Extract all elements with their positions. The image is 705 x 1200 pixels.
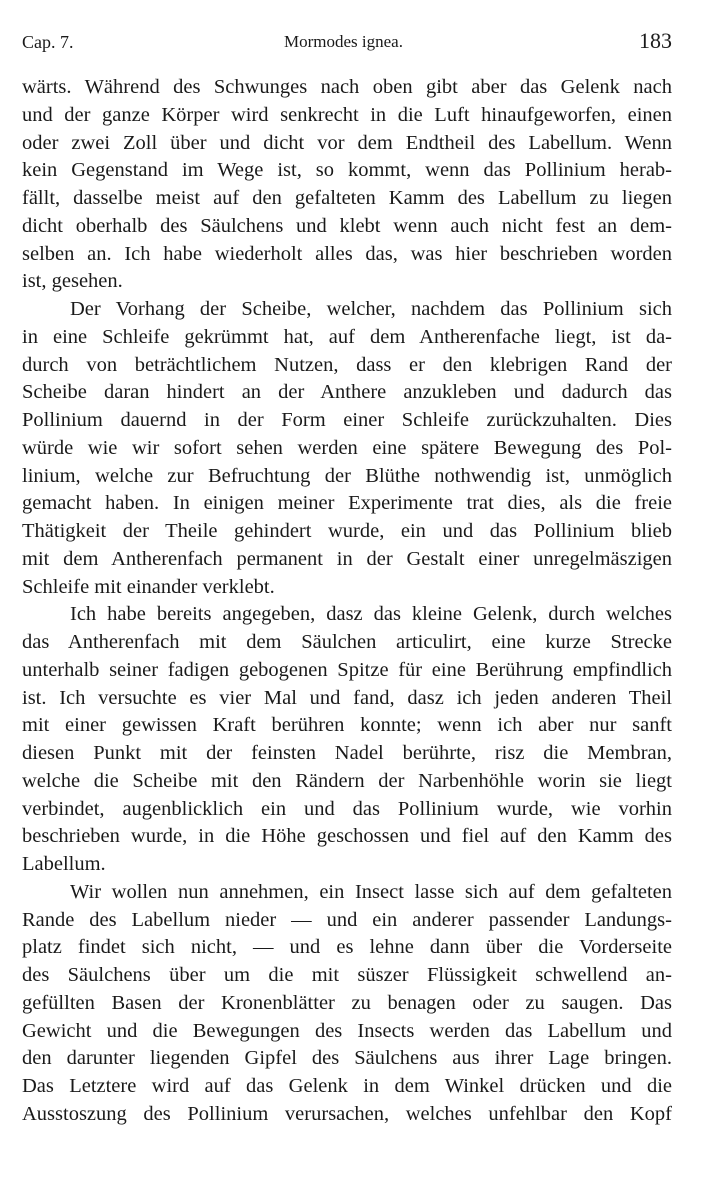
text-line: platz findet sich nicht, — und es lehne dann über die Vorderseite [22,936,672,959]
text-line: wärts. Während des Schwunges nach oben gibt aber das Gelenk nach [22,76,672,98]
text-line: Scheibe daran hindert an der Anthere anzukleben und dadurch das [22,381,672,404]
text-line: unterhalb seiner fadigen gebogenen Spitze für eine Berührung empfindlich [22,658,672,681]
text-line: welche die Scheibe mit den Rändern der Narbenhöhle worin sie liegt [22,769,672,792]
text-line: Ich habe bereits angegeben, dasz das kleine Gelenk, durch welches [70,603,672,626]
text-line: Thätigkeit der Theile gehindert wurde, ein und das Pollinium blieb [22,520,672,542]
text-line: mit dem Antherenfach permanent in der Gestalt einer unregelmäszigen [22,547,672,570]
text-line: fällt, dasselbe meist auf den gefalteten Kamm des Labellum zu liegen [22,187,672,209]
text-line: dicht oberhalb des Säulchens und klebt wenn auch nicht fest an dem- [22,214,672,237]
text-line: selben an. Ich habe wiederholt alles das, was hier beschrieben worden [22,242,672,265]
text-line: Schleife mit einander verklebt. [22,575,275,598]
chapter-label: Cap. 7. [22,32,74,52]
text-line: durch von beträchtlichem Nutzen, dass er den klebrigen Rand der [22,353,672,376]
text-line: gemacht haben. In einigen meiner Experimente trat dies, als die freie [22,492,672,515]
text-line: Pollinium dauernd in der Form einer Schleife zurückzuhalten. Dies [22,409,672,431]
text-line: verbindet, augenblicklich ein und das Pollinium wurde, wie vorhin [22,797,672,820]
text-line: ist. Ich versuchte es vier Mal und fand, dasz ich jeden anderen Theil [22,686,672,709]
paragraph [22,296,672,601]
text-line: und der ganze Körper wird senkrecht in die Luft hinaufgeworfen, einen [22,103,672,126]
text-line: das Antherenfach mit dem Säulchen articulirt, eine kurze Strecke [22,631,672,653]
text-line: diesen Punkt mit der feinsten Nadel berührte, risz die Membran, [22,742,672,764]
text-line: linium, welche zur Befruchtung der Blüthe nothwendig ist, unmöglich [22,464,672,487]
text-line: Das Letztere wird auf das Gelenk in dem Winkel drücken und die [22,1075,672,1097]
text-line: ist, gesehen. [22,270,123,293]
text-line: Ausstoszung des Pollinium verursachen, welches unfehlbar den Kopf [22,1102,672,1125]
running-header [22,28,672,56]
page-number: 183 [639,28,672,53]
text-line: Wir wollen nun annehmen, ein Insect lasse sich auf dem gefalteten [70,880,672,903]
text-line: kein Gegenstand im Wege ist, so kommt, wenn das Pollinium herab- [22,159,672,182]
paragraph [22,601,672,879]
text-line: Der Vorhang der Scheibe, welcher, nachdem das Pollinium sich [70,298,672,320]
text-line: in eine Schleife gekrümmt hat, auf dem Antherenfache liegt, ist da- [22,325,672,348]
text-line: des Säulchens über um die mit süszer Flüssigkeit schwellend an- [22,964,672,986]
running-title: Mormodes ignea. [284,32,403,51]
text-line: mit einer gewissen Kraft berühren konnte; wenn ich aber nur sanft [22,714,672,737]
text-line: würde wie wir sofort sehen werden eine spätere Bewegung des Pol- [22,436,672,459]
paragraph [22,74,672,296]
paragraph [22,879,672,1129]
text-line: den darunter liegenden Gipfel des Säulchens aus ihrer Lage bringen. [22,1047,672,1070]
text-line: Labellum. [22,853,106,875]
text-line: beschrieben wurde, in die Höhe geschossen und fiel auf den Kamm des [22,825,672,848]
body-text [22,74,672,1129]
text-line: gefüllten Basen der Kronenblätter zu benagen oder zu saugen. Das [22,991,672,1014]
text-line: oder zwei Zoll über und dicht vor dem Endtheil des Labellum. Wenn [22,131,672,154]
text-line: Rande des Labellum nieder — und ein anderer passender Landungs- [22,908,672,931]
text-line: Gewicht und die Bewegungen des Insects werden das Labellum und [22,1019,672,1042]
